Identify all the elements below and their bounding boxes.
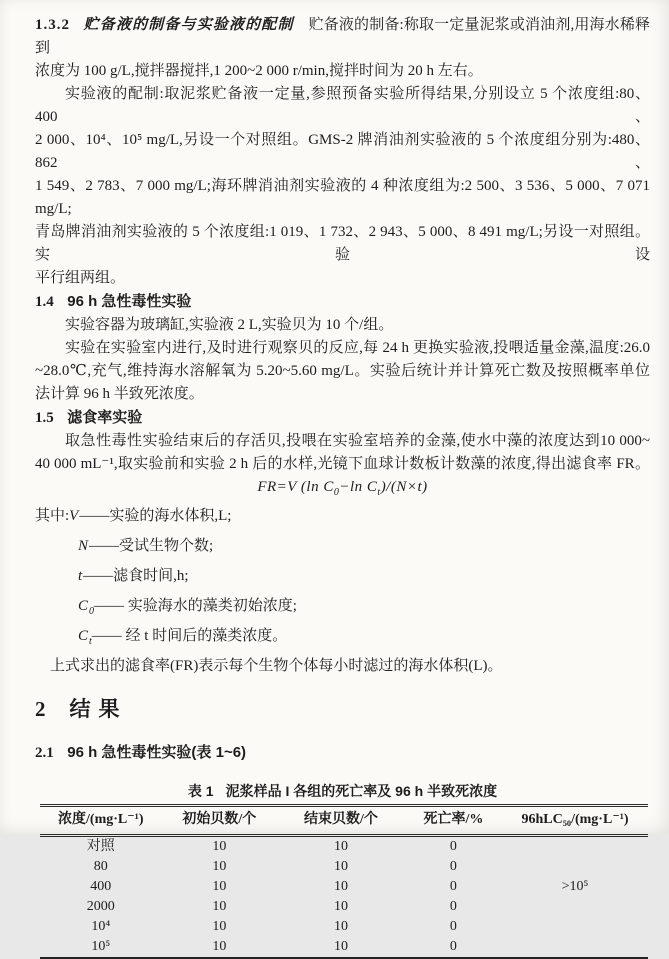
section-1-3-2-line-2: 浓度为 100 g/L,搅拌器搅拌,1 200~2 000 r/min,搅拌时间为 20 h 左右。 [35,63,483,79]
table-cell: 10⁵ [40,937,162,958]
table-cell: 10 [212,859,227,874]
table-label: 表 1 [187,783,214,799]
table-header-cell: 96hLC₅₀/(mg·L⁻¹) [502,806,648,836]
table-header-cell: 初始贝数/个 [162,806,278,836]
table-cell: 80 [93,859,108,874]
table-cell: 0 [449,859,457,874]
table-caption [35,781,650,801]
definition-text: —— 经 t 时间后的藻类浓度。 [91,628,288,644]
variable-symbol: t [78,568,83,584]
body-text: 贮备液的制备:称取一定量泥浆或消油剂,用海水稀释到 [35,17,650,56]
variable-symbol: N [78,538,89,554]
section-1-3-2-line-1 [35,14,650,60]
definition-text: ——滤食时间,h; [83,568,189,584]
table-body [40,836,648,959]
table-cell: 10⁴ [91,919,111,934]
para-solution-line-5: 平行组两组。 [35,270,126,286]
variable-symbol: C [78,628,89,644]
definition-line [78,594,650,624]
chapter-heading-2 [35,694,650,724]
table-header-cell: 结束贝数/个 [277,806,405,836]
table-cell: 10 [333,919,348,934]
table-cell: 2000 [86,899,115,914]
section-number: 1.4 [35,294,54,310]
table-cell: 10 [212,919,227,934]
table-cell: 0 [405,937,502,958]
para-container-line: 实验容器为玻璃缸,实验液 2 L,实验贝为 10 个/组。 [65,317,394,333]
toxicity-table [40,804,648,959]
table-row [40,897,648,917]
section-heading-2-1 [35,741,650,765]
filtration-rate-formula [35,476,650,504]
para-filtration-line-2: 40 000 mL⁻¹,取实验前和实验 2 h 后的水样,光镜下血球计数板计数藻的浓度,得出滤食率 FR。 [35,456,650,472]
variable-subscript: t [89,636,92,647]
para-solution-line-4: 青岛牌消油剂实验液的 5 个浓度组:1 019、1 732、2 943、5 000、8 491 mg/L;另设一对照组。实验设 [35,224,650,263]
table-header [40,806,648,836]
definition-text: —— 实验海水的藻类初始浓度; [94,598,297,614]
table-cell [502,897,648,917]
formula-part: )/(N×t) [380,479,428,495]
table-cell: 10 [212,879,227,894]
table-cell: 0 [449,879,457,894]
table-cell: >10⁵ [561,879,589,894]
definition-line [78,624,650,654]
definition-text: ——受试生物个数; [89,538,214,554]
table-row [40,836,648,858]
table-cell: 10 [333,879,348,894]
table-cell: 10 [212,899,227,914]
table-row [40,937,648,958]
table-cell: 对照 [86,839,115,854]
variable-symbol: C [78,598,89,614]
para-solution-line-1: 实验液的配制:取泥浆贮备液一定量,参照预备实验所得结果,分别设立 5 个浓度组:80、400、 [35,86,650,125]
para-conditions-line-2: ~28.0℃,充气,维持海水溶解氧为 5.20~5.60 mg/L。实验后统计并计算死亡数及按照概率单位 [35,363,650,379]
section-title: 96 h 急性毒性实验(表 1~6) [67,744,247,761]
para-solution-line-2: 2 000、10⁴、10⁵ mg/L,另设一个对照组。GMS-2 牌消油剂实验液的 5 个浓度组分别为:480、862、 [35,132,650,171]
table-cell: 10 [277,937,405,958]
section-title: 滤食率实验 [67,409,143,426]
chapter-title: 结果 [69,698,128,721]
para-conditions-line-1: 实验在实验室内进行,及时进行观察贝的反应,每 24 h 更换实验液,投喂适量金藻,温度:26.0 [65,340,650,356]
table-caption-text: 泥浆样品 I 各组的死亡率及 96 h 半致死浓度 [225,783,498,799]
section-heading-1-4 [35,290,650,314]
section-number: 2.1 [35,745,54,761]
formula-subscript: t [377,487,381,498]
definition-text: ——实验的海水体积,L; [79,508,232,524]
table-cell: 10 [162,937,278,958]
section-title: 96 h 急性毒性实验 [67,293,192,310]
table-header-cell: 浓度/(mg·L⁻¹) [40,806,162,836]
definition-intro-line [35,504,650,534]
table-cell: 0 [449,919,457,934]
variable-subscript: 0 [89,606,95,617]
para-conditions-line-3: 法计算 96 h 半致死浓度。 [35,386,204,402]
formula-part: FR=V (ln C [257,479,334,495]
para-solution-line-3: 1 549、2 783、7 000 mg/L;海环牌消油剂实验液的 4 种浓度组为:2 500、3 536、5 000、7 071 mg/L; [35,178,650,217]
table-header-cell: 死亡率/% [405,806,502,836]
chapter-number: 2 [35,697,46,721]
table-row [40,857,648,877]
formula-subscript: 0 [333,487,340,498]
table-cell: 400 [90,879,112,894]
table-row [40,877,648,897]
table-cell [502,857,648,877]
definition-outro-line: 上式求出的滤食率(FR)表示每个生物个体每小时滤过的海水体积(L)。 [50,658,503,674]
definition-prefix: 其中: [35,508,70,524]
variable-symbol: V [69,508,79,524]
table-cell [502,917,648,937]
table-cell: 10 [333,839,348,854]
table-cell: 0 [449,899,457,914]
table-cell: 10 [333,899,348,914]
section-heading-1-5 [35,406,650,430]
para-filtration-line-1: 取急性毒性实验结束后的存活贝,投喂在实验室培养的金藻,使水中藻的浓度达到10 000~ [65,433,650,449]
table-cell: 10 [333,859,348,874]
table-cell [502,836,648,858]
section-number: 1.3.2 [35,17,70,33]
definition-line [78,534,650,564]
section-title: 贮备液的制备与实验液的配制 [83,17,294,33]
table-cell [502,937,648,958]
definition-line [78,564,650,594]
table-row [40,917,648,937]
table-cell: 0 [449,839,457,854]
formula-part: −ln C [339,479,378,495]
section-number: 1.5 [35,410,54,426]
table-cell: 10 [212,839,227,854]
